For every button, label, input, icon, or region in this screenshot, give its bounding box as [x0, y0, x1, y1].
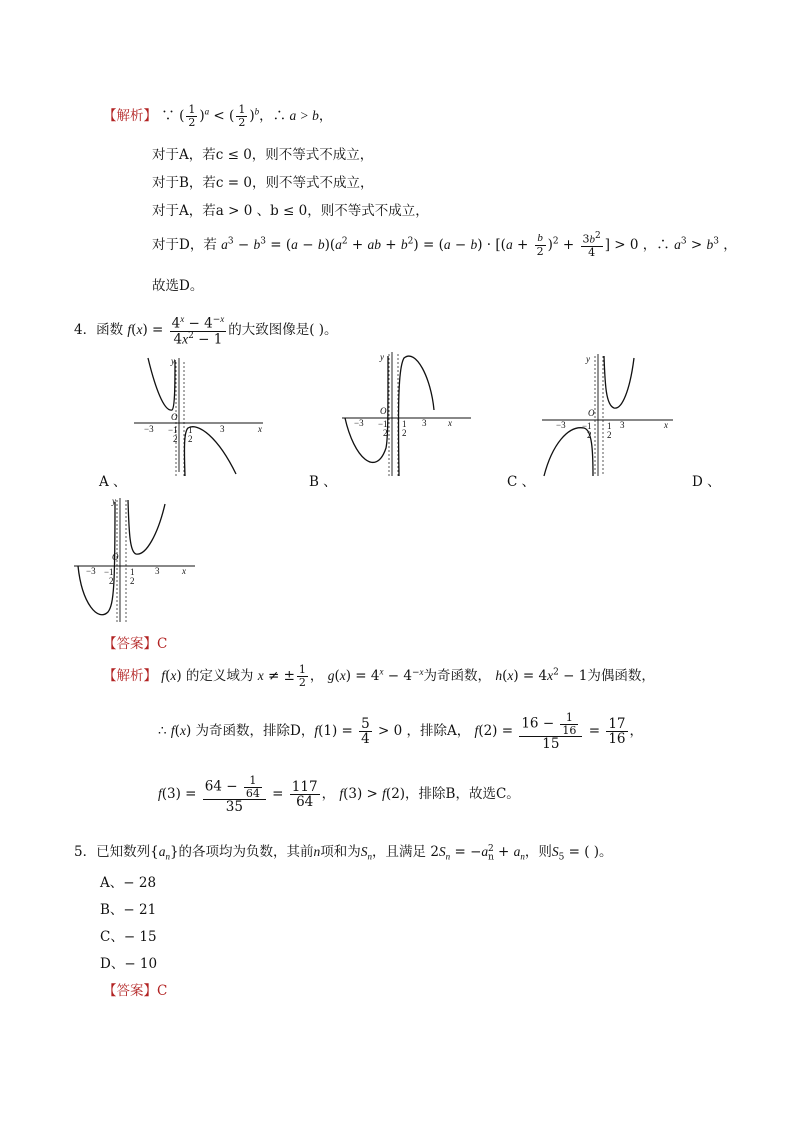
- svg-text:1: 1: [587, 421, 592, 431]
- svg-text:−3: −3: [144, 424, 154, 434]
- q3-analysis-line6: 故选D。: [152, 278, 204, 294]
- svg-text:y: y: [171, 356, 175, 366]
- svg-text:y: y: [112, 496, 116, 506]
- q5-option-b: B、− 21: [100, 902, 157, 918]
- q5-option-c: C、− 15: [100, 929, 157, 945]
- svg-text:1: 1: [607, 421, 612, 431]
- q4-stem: 4．函数 f(x) = $\frac{4^x - 4^{-x}}{4x^2 - 1}$ 的大致图像是( )。: [74, 314, 338, 348]
- svg-text:2: 2: [173, 434, 178, 444]
- svg-text:1: 1: [402, 419, 407, 429]
- svg-text:−: −: [582, 421, 588, 431]
- svg-text:2: 2: [402, 428, 407, 438]
- svg-text:2: 2: [607, 430, 612, 440]
- option-c-label: C 、: [507, 474, 536, 490]
- q4-analysis-line1: 【解析】 f(x) 的定义域为 x ≠ ± $\frac{1}{2}$ ， $g(x) = 4^x - 4^{-x}$为奇函数， $h(x) = 4x^2 - 1$为偶函数，: [103, 663, 655, 689]
- svg-text:2: 2: [109, 576, 114, 586]
- svg-text:y: y: [380, 352, 384, 362]
- q3-analysis-line3: 对于B，若c = 0，则不等式不成立，: [152, 175, 374, 191]
- svg-text:2: 2: [587, 430, 592, 440]
- svg-text:−: −: [104, 567, 110, 577]
- option-d-label: D 、: [692, 474, 721, 490]
- q5-stem: 5．已知数列$\{a_n\}$的各项均为负数，其前n项和为$S_n$，且满足 $2S_n = -a_n^2 + a_n$，则$S_5$ = ( )。: [74, 843, 613, 863]
- svg-text:2: 2: [383, 428, 388, 438]
- svg-text:O: O: [380, 406, 387, 416]
- graph-option-b: [336, 348, 476, 484]
- svg-text:y: y: [586, 354, 590, 364]
- svg-text:3: 3: [220, 424, 225, 434]
- svg-text:1: 1: [173, 425, 178, 435]
- graph-option-d: [70, 494, 210, 628]
- svg-text:O: O: [588, 408, 595, 418]
- svg-text:O: O: [112, 552, 119, 562]
- svg-text:−3: −3: [354, 418, 364, 428]
- q4-analysis-line2: ∴ f(x) 为奇函数，排除D，f(1) = $\frac{5}{4}$ > 0 ，排除A， f(2) = 16 − $\frac{1}{16}$ 15 = $\frac{17}{16}$ ，: [158, 711, 644, 753]
- q5-option-a: A、− 28: [100, 875, 157, 891]
- svg-text:1: 1: [383, 419, 388, 429]
- svg-text:2: 2: [188, 434, 193, 444]
- q5-answer: 【答案】C: [103, 983, 168, 999]
- svg-text:−3: −3: [556, 420, 566, 430]
- svg-text:1: 1: [109, 567, 114, 577]
- svg-text:1: 1: [188, 425, 193, 435]
- svg-text:3: 3: [422, 418, 427, 428]
- q4-analysis-line3: f(3) = 64 − $\frac{1}{64}$ 35 = $\frac{117}{64}$ ， f(3) > f(2)，排除B，故选C。: [158, 774, 520, 816]
- graph-option-c: [538, 350, 678, 484]
- svg-text:x: x: [182, 566, 186, 576]
- graph-option-a: [128, 352, 268, 484]
- svg-text:2: 2: [130, 576, 135, 586]
- option-a-label: A 、: [99, 474, 127, 490]
- svg-text:−: −: [378, 419, 384, 429]
- q5-option-d: D、− 10: [100, 956, 158, 972]
- q3-analysis-line1: 【解析】 ∵ ( $\frac{1}{2}$ )$^a$ < ( $\frac{1}{2}$ )$^b$，∴ a > b，: [103, 103, 333, 129]
- svg-text:x: x: [258, 424, 262, 434]
- q3-analysis-line4: 对于A，若a > 0 、b ≤ 0，则不等式不成立，: [152, 203, 429, 219]
- svg-text:x: x: [448, 418, 452, 428]
- svg-text:1: 1: [130, 567, 135, 577]
- svg-text:−3: −3: [86, 566, 96, 576]
- svg-text:−: −: [168, 425, 174, 435]
- analysis-label: 【解析】: [103, 108, 157, 124]
- svg-text:3: 3: [620, 420, 625, 430]
- option-b-label: B 、: [309, 474, 337, 490]
- q3-analysis-line2: 对于A，若c ≤ 0，则不等式不成立，: [152, 147, 374, 163]
- q3-analysis-line5: 对于D，若 $a^3 - b^3 = (a - b)(a^2$ + ab + $b^2) = (a - b) \cdot [(a$ + $\frac{b}{2}$ )$^2$ + $\frac{3b^2}{4}$ ] > 0 ，∴ $a^3 > b^3$ ，: [152, 231, 737, 260]
- svg-text:O: O: [171, 412, 178, 422]
- q4-answer: 【答案】C: [103, 636, 168, 652]
- svg-text:x: x: [664, 420, 668, 430]
- svg-text:3: 3: [155, 566, 160, 576]
